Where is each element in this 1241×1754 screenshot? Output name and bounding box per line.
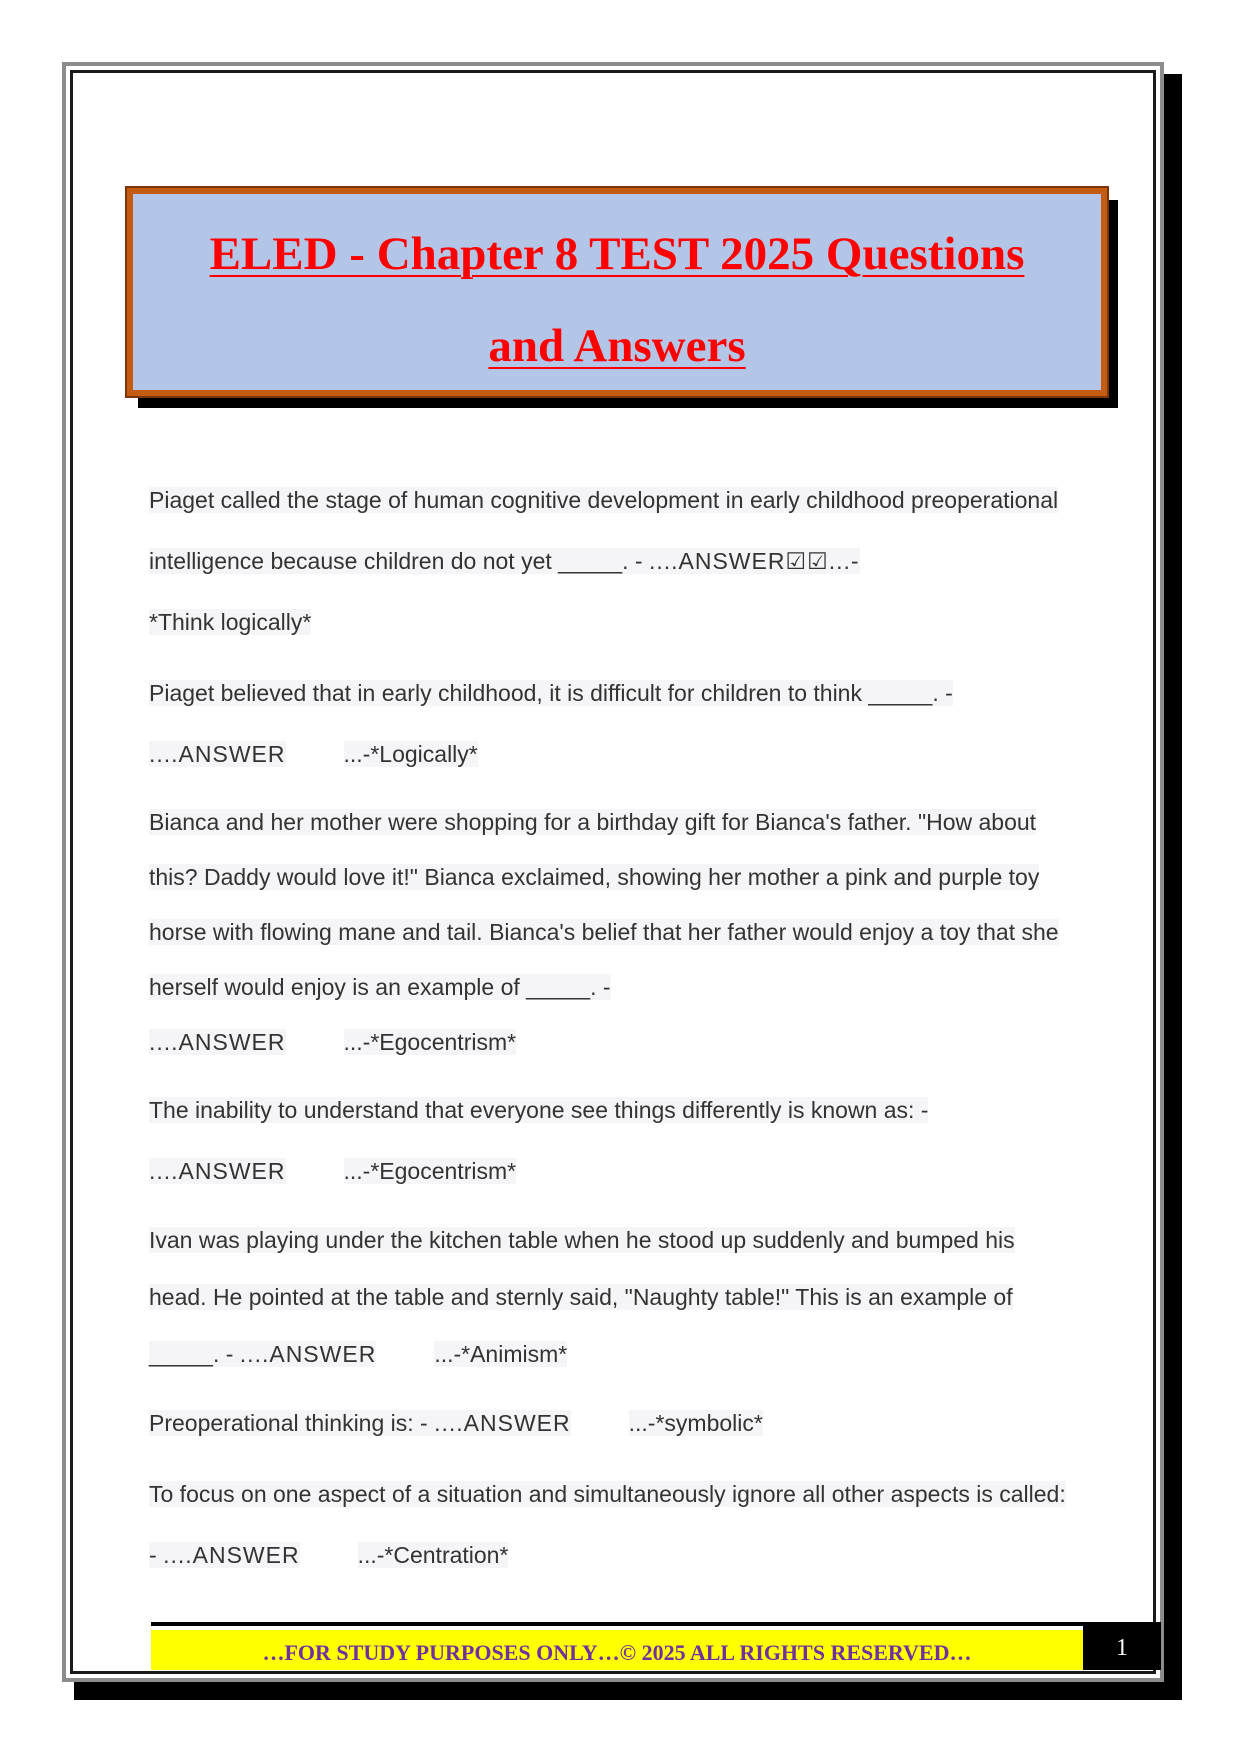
question-text: Piaget believed that in early childhood, it is difficult for children to think _____. - bbox=[149, 680, 953, 706]
answer-text: *Think logically* bbox=[149, 609, 312, 635]
qa-list bbox=[149, 470, 1069, 1596]
answer-marker: ....ANSWER bbox=[149, 741, 286, 767]
question-text: Bianca and her mother were shopping for a birthday gift for Bianca's father. "How about this? Daddy would love it!" Bianca exclaimed, showing her mother a pink and purple toy horse with flowing mane and tail. Bianca's belief that her father would enjoy a toy that she herself would enjoy is an example of _____. - bbox=[149, 809, 1059, 1000]
answer-marker: ....ANSWER bbox=[149, 1158, 286, 1184]
qa-item bbox=[149, 1080, 1069, 1202]
qa-item bbox=[149, 663, 1069, 785]
answer-text: ...-*Logically* bbox=[343, 741, 478, 767]
title-line-1: ELED - Chapter 8 TEST 2025 Questions bbox=[209, 228, 1025, 280]
question-text: To focus on one aspect of a situation and simultaneously ignore all other aspects is called: - bbox=[149, 1481, 1066, 1568]
answer-text: ...-*Centration* bbox=[357, 1542, 509, 1568]
answer-text: ...-*Animism* bbox=[434, 1341, 568, 1367]
question-text: The inability to understand that everyone see things differently is known as: - bbox=[149, 1097, 929, 1123]
qa-item bbox=[149, 795, 1069, 1070]
document-title bbox=[133, 194, 1101, 392]
answer-text: ...-*symbolic* bbox=[628, 1410, 763, 1436]
question-text: Piaget called the stage of human cognitive development in early childhood preoperational intelligence because children do not yet _____. - bbox=[149, 487, 1059, 574]
qa-item bbox=[149, 1393, 1069, 1454]
qa-item bbox=[149, 470, 1069, 653]
answer-marker: ....ANSWER bbox=[239, 1341, 377, 1367]
question-text: Preoperational thinking is: - bbox=[149, 1410, 435, 1436]
answer-marker: ....ANSWER bbox=[149, 1029, 286, 1055]
answer-marker: ....ANSWER bbox=[163, 1542, 300, 1568]
title-line-2: and Answers bbox=[488, 320, 746, 372]
footer-notice: …FOR STUDY PURPOSES ONLY…© 2025 ALL RIGHTS RESERVED… bbox=[151, 1630, 1083, 1670]
answer-text: ...-*Egocentrism* bbox=[343, 1158, 517, 1184]
qa-item bbox=[149, 1464, 1069, 1586]
title-box bbox=[127, 188, 1107, 396]
question-text: Ivan was playing under the kitchen table when he stood up suddenly and bumped his head. He pointed at the table and sternly said, "Naughty table!" This is an example of _____. - bbox=[149, 1227, 1015, 1367]
footer-divider bbox=[151, 1622, 1161, 1626]
answer-marker: ....ANSWER☑☑...- bbox=[648, 548, 860, 574]
qa-item bbox=[149, 1212, 1069, 1383]
page-number: 1 bbox=[1083, 1626, 1161, 1670]
answer-text: ...-*Egocentrism* bbox=[343, 1029, 517, 1055]
answer-marker: ....ANSWER bbox=[434, 1410, 571, 1436]
